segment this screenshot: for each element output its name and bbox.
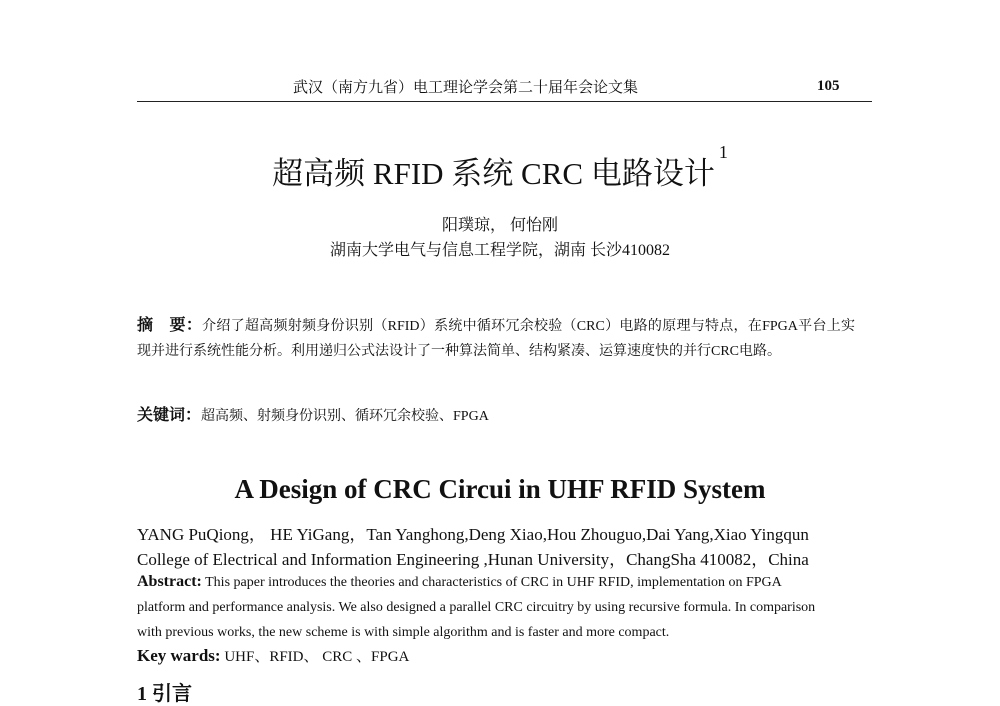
chinese-abstract-label: 摘 要： xyxy=(137,317,203,334)
english-keywords xyxy=(137,645,409,666)
chinese-keywords-label: 关键词： xyxy=(137,407,202,424)
english-abstract xyxy=(137,569,827,645)
page-number: 105 xyxy=(817,78,840,94)
english-abstract-label: Abstract: xyxy=(137,573,202,590)
chinese-affiliation: 湖南大学电气与信息工程学院，湖南 长沙410082 xyxy=(329,242,670,259)
english-title: A Design of CRC Circui in UHF RFID System xyxy=(234,474,766,504)
chinese-keywords xyxy=(137,402,489,425)
running-header: 武汉（南方九省）电工理论学会第二十届年会论文集 xyxy=(293,80,639,96)
english-affiliation: College of Electrical and Information Engineering ,Hunan University，ChangSha 410082，China xyxy=(137,550,809,569)
english-keywords-text: UHF、RFID、 CRC 、FPGA xyxy=(224,649,410,665)
english-abstract-text: This paper introduces the theories and characteristics of CRC in UHF RFID, implementation on FPGA platform and performance analysis. We also designed a parallel CRC circuitry by using recursive formula. In comparison with previous works, the new scheme is with simple algorithm and is faster and more compact. xyxy=(137,575,816,640)
title-footnote-marker: 1 xyxy=(718,142,728,162)
chinese-title-text: 超高频 RFID 系统 CRC 电路设计 xyxy=(272,156,715,191)
english-keywords-label: Key wards: xyxy=(137,646,221,665)
chinese-title xyxy=(0,142,1000,193)
header-divider xyxy=(137,101,872,102)
chinese-abstract-text: 介绍了超高频射频身份识别（RFID）系统中循环冗余校验（CRC）电路的原理与特点，在FPGA平台上实现并进行系统性能分析。利用递归公式法设计了一种算法简单、结构紧凑、运算速度快的并行CRC电路。 xyxy=(137,319,855,359)
chinese-keywords-text: 超高频、射频身份识别、循环冗余校验、FPGA xyxy=(201,409,489,424)
chinese-abstract xyxy=(137,313,855,364)
section-heading: 1 引言 xyxy=(137,683,192,705)
english-authors: YANG PuQiong， HE YiGang，Tan Yanghong,Deng Xiao,Hou Zhouguo,Dai Yang,Xiao Yingqun xyxy=(137,525,809,544)
chinese-authors: 阳璞琼， 何怡刚 xyxy=(441,217,558,234)
